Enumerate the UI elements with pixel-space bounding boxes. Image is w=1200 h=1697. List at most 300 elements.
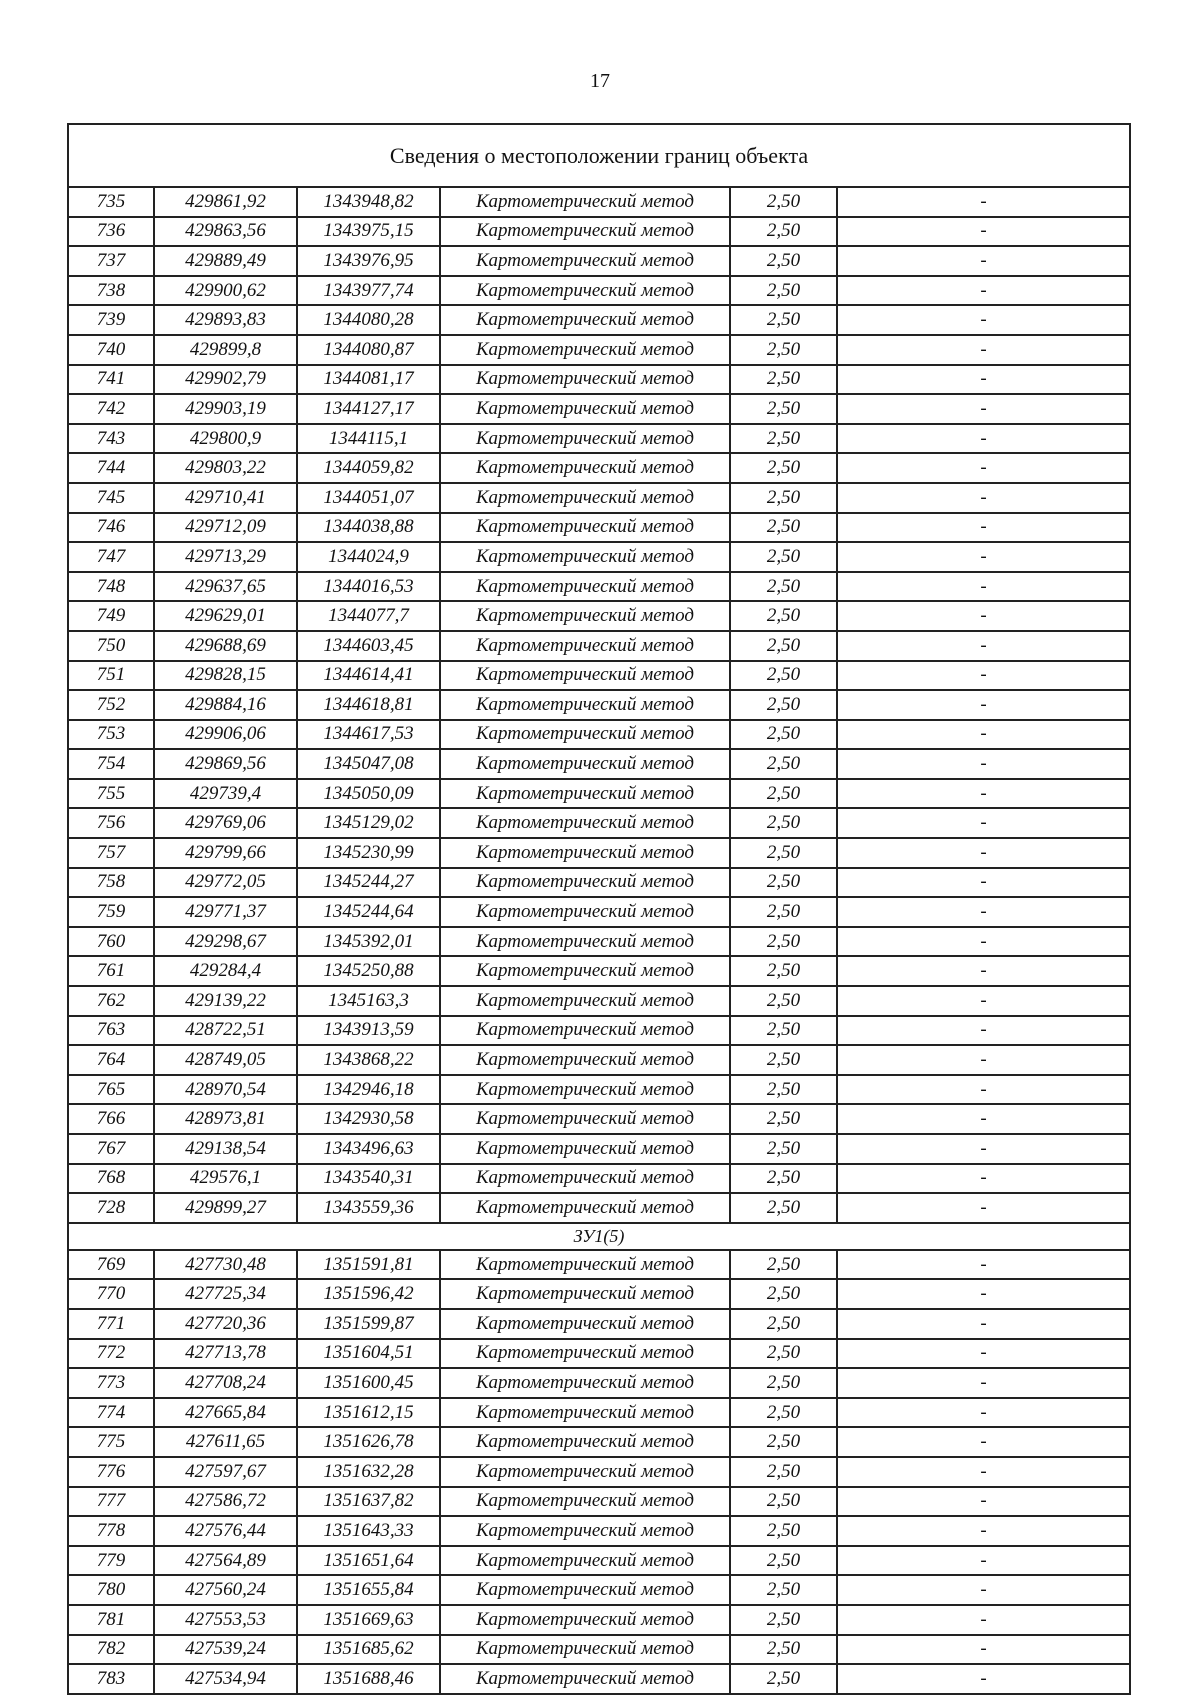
table-row [68,956,1130,986]
method-cell: Картометрический метод [440,1250,730,1280]
table-row [68,276,1130,306]
description-cell: - [837,1427,1130,1457]
accuracy-cell: 2,50 [730,187,837,217]
table-row [68,690,1130,720]
description-cell: - [837,1635,1130,1665]
table-row [68,1368,1130,1398]
point-number-cell: 741 [68,365,154,395]
accuracy-cell: 2,50 [730,1164,837,1194]
x-coordinate-cell: 427665,84 [154,1398,297,1428]
x-coordinate-cell: 427720,36 [154,1309,297,1339]
method-cell: Картометрический метод [440,720,730,750]
method-cell: Картометрический метод [440,513,730,543]
table-row [68,868,1130,898]
y-coordinate-cell: 1344618,81 [297,690,440,720]
accuracy-cell: 2,50 [730,453,837,483]
accuracy-cell: 2,50 [730,1635,837,1665]
table-row [68,808,1130,838]
y-coordinate-cell: 1351599,87 [297,1309,440,1339]
accuracy-cell: 2,50 [730,394,837,424]
table-row [68,542,1130,572]
table-row [68,217,1130,247]
table-row [68,601,1130,631]
description-cell: - [837,187,1130,217]
description-cell: - [837,601,1130,631]
description-cell: - [837,453,1130,483]
y-coordinate-cell: 1344080,28 [297,305,440,335]
point-number-cell: 753 [68,720,154,750]
description-cell: - [837,1164,1130,1194]
section-label: ЗУ1(5) [68,1223,1130,1250]
description-cell: - [837,1134,1130,1164]
accuracy-cell: 2,50 [730,661,837,691]
accuracy-cell: 2,50 [730,601,837,631]
point-number-cell: 759 [68,897,154,927]
y-coordinate-cell: 1351651,64 [297,1546,440,1576]
y-coordinate-cell: 1344038,88 [297,513,440,543]
table-row [68,483,1130,513]
table-row [68,424,1130,454]
accuracy-cell: 2,50 [730,1279,837,1309]
method-cell: Картометрический метод [440,542,730,572]
accuracy-cell: 2,50 [730,1575,837,1605]
point-number-cell: 744 [68,453,154,483]
method-cell: Картометрический метод [440,1075,730,1105]
method-cell: Картометрический метод [440,1104,730,1134]
table-row [68,1309,1130,1339]
point-number-cell: 778 [68,1516,154,1546]
method-cell: Картометрический метод [440,1664,730,1694]
method-cell: Картометрический метод [440,1605,730,1635]
method-cell: Картометрический метод [440,1279,730,1309]
x-coordinate-cell: 427564,89 [154,1546,297,1576]
accuracy-cell: 2,50 [730,1193,837,1223]
accuracy-cell: 2,50 [730,631,837,661]
description-cell: - [837,631,1130,661]
point-number-cell: 771 [68,1309,154,1339]
point-number-cell: 780 [68,1575,154,1605]
x-coordinate-cell: 427553,53 [154,1605,297,1635]
method-cell: Картометрический метод [440,1016,730,1046]
description-cell: - [837,986,1130,1016]
table-row [68,1635,1130,1665]
accuracy-cell: 2,50 [730,513,837,543]
y-coordinate-cell: 1345392,01 [297,927,440,957]
description-cell: - [837,720,1130,750]
method-cell: Картометрический метод [440,1309,730,1339]
table-row [68,1487,1130,1517]
description-cell: - [837,1664,1130,1694]
table-row [68,335,1130,365]
y-coordinate-cell: 1351655,84 [297,1575,440,1605]
point-number-cell: 755 [68,779,154,809]
x-coordinate-cell: 427708,24 [154,1368,297,1398]
description-cell: - [837,394,1130,424]
point-number-cell: 763 [68,1016,154,1046]
point-number-cell: 745 [68,483,154,513]
table-row [68,1605,1130,1635]
point-number-cell: 783 [68,1664,154,1694]
y-coordinate-cell: 1344080,87 [297,335,440,365]
description-cell: - [837,1309,1130,1339]
accuracy-cell: 2,50 [730,1516,837,1546]
x-coordinate-cell: 429739,4 [154,779,297,809]
x-coordinate-cell: 427534,94 [154,1664,297,1694]
x-coordinate-cell: 428973,81 [154,1104,297,1134]
description-cell: - [837,927,1130,957]
accuracy-cell: 2,50 [730,1457,837,1487]
x-coordinate-cell: 429884,16 [154,690,297,720]
y-coordinate-cell: 1343977,74 [297,276,440,306]
description-cell: - [837,335,1130,365]
description-cell: - [837,808,1130,838]
point-number-cell: 735 [68,187,154,217]
description-cell: - [837,1250,1130,1280]
accuracy-cell: 2,50 [730,927,837,957]
table-row [68,187,1130,217]
table-row [68,1516,1130,1546]
x-coordinate-cell: 429869,56 [154,749,297,779]
y-coordinate-cell: 1344617,53 [297,720,440,750]
method-cell: Картометрический метод [440,1516,730,1546]
y-coordinate-cell: 1344603,45 [297,631,440,661]
method-cell: Картометрический метод [440,808,730,838]
table-row [68,631,1130,661]
x-coordinate-cell: 429629,01 [154,601,297,631]
x-coordinate-cell: 429284,4 [154,956,297,986]
point-number-cell: 768 [68,1164,154,1194]
x-coordinate-cell: 427611,65 [154,1427,297,1457]
description-cell: - [837,1575,1130,1605]
x-coordinate-cell: 429899,27 [154,1193,297,1223]
method-cell: Картометрический метод [440,246,730,276]
table-row [68,1279,1130,1309]
section-header-row [68,1223,1130,1250]
table-row [68,305,1130,335]
table-row [68,720,1130,750]
point-number-cell: 736 [68,217,154,247]
accuracy-cell: 2,50 [730,1664,837,1694]
method-cell: Картометрический метод [440,927,730,957]
table-row [68,1575,1130,1605]
accuracy-cell: 2,50 [730,1427,837,1457]
table-body [68,124,1130,1694]
point-number-cell: 770 [68,1279,154,1309]
description-cell: - [837,483,1130,513]
table-row [68,1546,1130,1576]
x-coordinate-cell: 429688,69 [154,631,297,661]
description-cell: - [837,838,1130,868]
table-row [68,1457,1130,1487]
description-cell: - [837,246,1130,276]
table-row [68,897,1130,927]
y-coordinate-cell: 1351591,81 [297,1250,440,1280]
description-cell: - [837,1516,1130,1546]
accuracy-cell: 2,50 [730,1605,837,1635]
accuracy-cell: 2,50 [730,1104,837,1134]
accuracy-cell: 2,50 [730,838,837,868]
y-coordinate-cell: 1343496,63 [297,1134,440,1164]
y-coordinate-cell: 1343976,95 [297,246,440,276]
description-cell: - [837,1045,1130,1075]
y-coordinate-cell: 1345050,09 [297,779,440,809]
point-number-cell: 777 [68,1487,154,1517]
point-number-cell: 743 [68,424,154,454]
table-title: Сведения о местоположении границ объекта [68,124,1130,187]
description-cell: - [837,749,1130,779]
accuracy-cell: 2,50 [730,1339,837,1369]
method-cell: Картометрический метод [440,394,730,424]
y-coordinate-cell: 1351688,46 [297,1664,440,1694]
method-cell: Картометрический метод [440,1134,730,1164]
point-number-cell: 762 [68,986,154,1016]
accuracy-cell: 2,50 [730,1546,837,1576]
point-number-cell: 739 [68,305,154,335]
method-cell: Картометрический метод [440,424,730,454]
table-row [68,1193,1130,1223]
description-cell: - [837,661,1130,691]
point-number-cell: 746 [68,513,154,543]
method-cell: Картометрический метод [440,1193,730,1223]
point-number-cell: 737 [68,246,154,276]
accuracy-cell: 2,50 [730,305,837,335]
method-cell: Картометрический метод [440,1398,730,1428]
accuracy-cell: 2,50 [730,690,837,720]
description-cell: - [837,779,1130,809]
point-number-cell: 761 [68,956,154,986]
y-coordinate-cell: 1351604,51 [297,1339,440,1369]
accuracy-cell: 2,50 [730,868,837,898]
x-coordinate-cell: 429772,05 [154,868,297,898]
y-coordinate-cell: 1351685,62 [297,1635,440,1665]
accuracy-cell: 2,50 [730,956,837,986]
accuracy-cell: 2,50 [730,1487,837,1517]
description-cell: - [837,1605,1130,1635]
x-coordinate-cell: 429710,41 [154,483,297,513]
x-coordinate-cell: 427576,44 [154,1516,297,1546]
table-title-row [68,124,1130,187]
x-coordinate-cell: 427713,78 [154,1339,297,1369]
point-number-cell: 769 [68,1250,154,1280]
x-coordinate-cell: 429902,79 [154,365,297,395]
y-coordinate-cell: 1351612,15 [297,1398,440,1428]
y-coordinate-cell: 1344081,17 [297,365,440,395]
y-coordinate-cell: 1345244,64 [297,897,440,927]
y-coordinate-cell: 1343975,15 [297,217,440,247]
point-number-cell: 750 [68,631,154,661]
accuracy-cell: 2,50 [730,1016,837,1046]
method-cell: Картометрический метод [440,217,730,247]
x-coordinate-cell: 429712,09 [154,513,297,543]
accuracy-cell: 2,50 [730,365,837,395]
accuracy-cell: 2,50 [730,276,837,306]
y-coordinate-cell: 1351596,42 [297,1279,440,1309]
x-coordinate-cell: 429903,19 [154,394,297,424]
point-number-cell: 772 [68,1339,154,1369]
description-cell: - [837,1075,1130,1105]
y-coordinate-cell: 1344051,07 [297,483,440,513]
accuracy-cell: 2,50 [730,1075,837,1105]
point-number-cell: 749 [68,601,154,631]
table-row [68,1134,1130,1164]
description-cell: - [837,956,1130,986]
y-coordinate-cell: 1345047,08 [297,749,440,779]
accuracy-cell: 2,50 [730,572,837,602]
point-number-cell: 781 [68,1605,154,1635]
y-coordinate-cell: 1351600,45 [297,1368,440,1398]
table-row [68,1045,1130,1075]
description-cell: - [837,217,1130,247]
method-cell: Картометрический метод [440,365,730,395]
y-coordinate-cell: 1344614,41 [297,661,440,691]
point-number-cell: 776 [68,1457,154,1487]
method-cell: Картометрический метод [440,749,730,779]
point-number-cell: 742 [68,394,154,424]
point-number-cell: 765 [68,1075,154,1105]
method-cell: Картометрический метод [440,276,730,306]
method-cell: Картометрический метод [440,1339,730,1369]
y-coordinate-cell: 1343948,82 [297,187,440,217]
y-coordinate-cell: 1343540,31 [297,1164,440,1194]
point-number-cell: 752 [68,690,154,720]
y-coordinate-cell: 1345230,99 [297,838,440,868]
description-cell: - [837,1016,1130,1046]
table-row [68,1398,1130,1428]
accuracy-cell: 2,50 [730,1398,837,1428]
x-coordinate-cell: 427539,24 [154,1635,297,1665]
point-number-cell: 764 [68,1045,154,1075]
y-coordinate-cell: 1345129,02 [297,808,440,838]
accuracy-cell: 2,50 [730,335,837,365]
description-cell: - [837,1368,1130,1398]
point-number-cell: 751 [68,661,154,691]
x-coordinate-cell: 429900,62 [154,276,297,306]
method-cell: Картометрический метод [440,1575,730,1605]
point-number-cell: 779 [68,1546,154,1576]
x-coordinate-cell: 429889,49 [154,246,297,276]
y-coordinate-cell: 1344016,53 [297,572,440,602]
accuracy-cell: 2,50 [730,1134,837,1164]
y-coordinate-cell: 1345163,3 [297,986,440,1016]
description-cell: - [837,897,1130,927]
table-row [68,1016,1130,1046]
table-row [68,365,1130,395]
description-cell: - [837,1339,1130,1369]
description-cell: - [837,305,1130,335]
accuracy-cell: 2,50 [730,808,837,838]
y-coordinate-cell: 1344059,82 [297,453,440,483]
x-coordinate-cell: 429828,15 [154,661,297,691]
x-coordinate-cell: 429893,83 [154,305,297,335]
accuracy-cell: 2,50 [730,720,837,750]
method-cell: Картометрический метод [440,1635,730,1665]
y-coordinate-cell: 1351643,33 [297,1516,440,1546]
point-number-cell: 775 [68,1427,154,1457]
x-coordinate-cell: 429799,66 [154,838,297,868]
y-coordinate-cell: 1351632,28 [297,1457,440,1487]
description-cell: - [837,868,1130,898]
y-coordinate-cell: 1344024,9 [297,542,440,572]
table-row [68,749,1130,779]
x-coordinate-cell: 429861,92 [154,187,297,217]
description-cell: - [837,1457,1130,1487]
x-coordinate-cell: 427560,24 [154,1575,297,1605]
x-coordinate-cell: 428970,54 [154,1075,297,1105]
accuracy-cell: 2,50 [730,1250,837,1280]
x-coordinate-cell: 429800,9 [154,424,297,454]
x-coordinate-cell: 428722,51 [154,1016,297,1046]
point-number-cell: 773 [68,1368,154,1398]
accuracy-cell: 2,50 [730,217,837,247]
accuracy-cell: 2,50 [730,749,837,779]
description-cell: - [837,1193,1130,1223]
x-coordinate-cell: 429803,22 [154,453,297,483]
x-coordinate-cell: 429637,65 [154,572,297,602]
point-number-cell: 756 [68,808,154,838]
method-cell: Картометрический метод [440,572,730,602]
point-number-cell: 747 [68,542,154,572]
description-cell: - [837,513,1130,543]
x-coordinate-cell: 427725,34 [154,1279,297,1309]
table-row [68,513,1130,543]
x-coordinate-cell: 429771,37 [154,897,297,927]
accuracy-cell: 2,50 [730,1045,837,1075]
table-row [68,572,1130,602]
y-coordinate-cell: 1343559,36 [297,1193,440,1223]
method-cell: Картометрический метод [440,1164,730,1194]
accuracy-cell: 2,50 [730,542,837,572]
table-row [68,1104,1130,1134]
method-cell: Картометрический метод [440,897,730,927]
x-coordinate-cell: 427597,67 [154,1457,297,1487]
table-row [68,661,1130,691]
accuracy-cell: 2,50 [730,986,837,1016]
point-number-cell: 758 [68,868,154,898]
x-coordinate-cell: 429139,22 [154,986,297,1016]
method-cell: Картометрический метод [440,779,730,809]
y-coordinate-cell: 1344115,1 [297,424,440,454]
method-cell: Картометрический метод [440,868,730,898]
x-coordinate-cell: 429713,29 [154,542,297,572]
description-cell: - [837,424,1130,454]
method-cell: Картометрический метод [440,661,730,691]
y-coordinate-cell: 1345250,88 [297,956,440,986]
description-cell: - [837,572,1130,602]
point-number-cell: 774 [68,1398,154,1428]
y-coordinate-cell: 1343913,59 [297,1016,440,1046]
description-cell: - [837,690,1130,720]
method-cell: Картометрический метод [440,690,730,720]
point-number-cell: 757 [68,838,154,868]
point-number-cell: 728 [68,1193,154,1223]
method-cell: Картометрический метод [440,483,730,513]
point-number-cell: 767 [68,1134,154,1164]
point-number-cell: 740 [68,335,154,365]
x-coordinate-cell: 429138,54 [154,1134,297,1164]
method-cell: Картометрический метод [440,1045,730,1075]
accuracy-cell: 2,50 [730,246,837,276]
description-cell: - [837,1104,1130,1134]
method-cell: Картометрический метод [440,601,730,631]
description-cell: - [837,1546,1130,1576]
x-coordinate-cell: 427730,48 [154,1250,297,1280]
method-cell: Картометрический метод [440,305,730,335]
table-row [68,986,1130,1016]
method-cell: Картометрический метод [440,986,730,1016]
description-cell: - [837,276,1130,306]
method-cell: Картометрический метод [440,1546,730,1576]
table-row [68,453,1130,483]
